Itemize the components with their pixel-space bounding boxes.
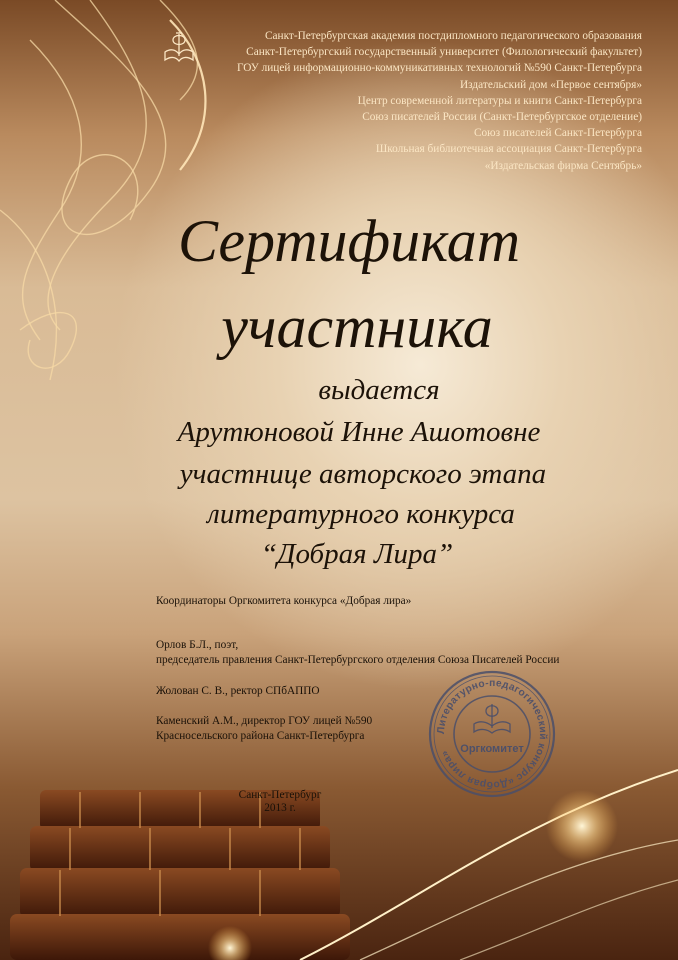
organization-line: ГОУ лицей информационно-коммуникативных технологий №590 Санкт-Петербурга (237, 62, 642, 75)
organization-line: Санкт-Петербургская академия постдипломного педагогического образования (264, 30, 642, 42)
signatory-kamensky-line2: Красносельского района Санкт-Петербурга (156, 730, 365, 742)
coordinators-heading: Координаторы Оргкомитета конкурса «Добрая лира» (156, 595, 412, 607)
year-text: 2013 г. (264, 802, 296, 814)
stamp-logo-icon (474, 704, 510, 733)
svg-text:Литературно-педагогический кон (436, 678, 548, 791)
organizing-committee-stamp (426, 668, 558, 800)
recipient-name: Арутюновой Инне Ашотовне (177, 416, 541, 448)
signatory-orlov-line1: Орлов Б.Л., поэт, (156, 639, 239, 651)
recipient-role: участнице авторского этапа (179, 458, 547, 490)
organization-line: Школьная библиотечная ассоциация Санкт-Петербурга (375, 143, 642, 156)
organizations-list (122, 28, 642, 174)
books-illustration (10, 790, 350, 960)
organization-line: Союз писателей Санкт-Петербурга (473, 127, 642, 140)
organization-line: Санкт-Петербургский государственный университет (Филологический факультет) (246, 46, 642, 59)
organization-line: Издательский дом «Первое сентября» (460, 78, 642, 91)
issued-text: выдается (318, 374, 440, 406)
stamp-ring-text: Литературно-педагогический конкурс «Добрая лира» (435, 677, 549, 791)
signatory-kamensky-line1: Каменский А.М., директор ГОУ лицей №590 (156, 715, 373, 727)
signatory-zholovan: Жолован С. В., ректор СПбАППО (156, 685, 320, 697)
contest-name: “Добрая Лира” (260, 538, 454, 570)
certificate-title-line2: участника (221, 294, 493, 360)
signatory-orlov-line2: председатель правления Санкт-Петербургского отделения Союза Писателей России (156, 654, 560, 666)
contest-text: литературного конкурса (207, 498, 515, 530)
stamp-center-text: Оргкомитет (460, 743, 524, 755)
place-text: Санкт-Петербург (238, 789, 322, 801)
organization-line: «Издательская фирма Сентябрь» (484, 159, 642, 172)
certificate-title-line1: Сертификат (177, 208, 521, 274)
organization-line: Центр современной литературы и книги Санкт-Петербурга (357, 94, 642, 107)
organization-line: Союз писателей России (Санкт-Петербургское отделение) (362, 111, 642, 124)
